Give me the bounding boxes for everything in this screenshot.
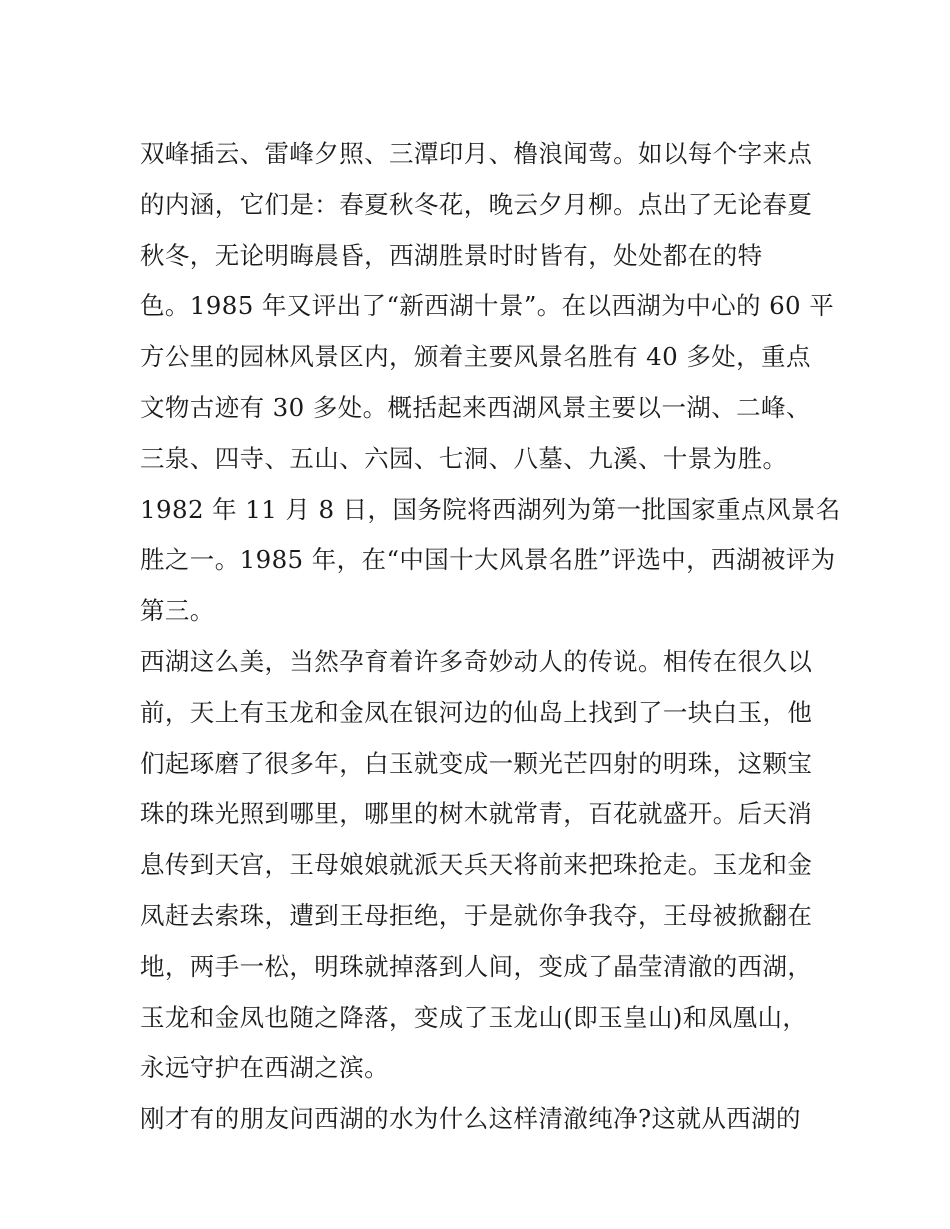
- text-line: 刚才有的朋友问西湖的水为什么这样清澈纯净?这就从西湖的: [140, 1104, 801, 1134]
- text-line: 三泉、四寺、五山、六园、七洞、八墓、九溪、十景为胜。: [140, 443, 788, 473]
- body-text: [140, 129, 841, 1145]
- text-line: 地，两手一松，明珠就掉落到人间，变成了晶莹清澈的西湖，: [140, 951, 813, 981]
- text-line: 第三。: [140, 596, 215, 626]
- text-line: 秋冬，无论明晦晨昏，西湖胜景时时皆有，处处都在的特: [140, 240, 763, 270]
- text-line: 方公里的园林风景区内，颁着主要风景名胜有 40 多处，重点: [140, 342, 811, 372]
- text-line: 永远守护在西湖之滨。: [140, 1053, 389, 1083]
- text-line: 1982 年 11 月 8 日，国务院将西湖列为第一批国家重点风景名: [140, 494, 841, 524]
- text-line: 珠的珠光照到哪里，哪里的树木就常青，百花就盛开。后天消: [140, 799, 813, 829]
- text-line: 胜之一。1985 年，在“中国十大风景名胜”评选中，西湖被评为: [140, 545, 836, 575]
- text-line: 息传到天宫，王母娘娘就派天兵天将前来把珠抢走。玉龙和金: [140, 850, 813, 880]
- text-line: 西湖这么美，当然孕育着许多奇妙动人的传说。相传在很久以: [140, 646, 813, 676]
- text-line: 色。1985 年又评出了“新西湖十景”。在以西湖为中心的 60 平: [140, 291, 835, 321]
- text-line: 文物古迹有 30 多处。概括起来西湖风景主要以一湖、二峰、: [140, 392, 811, 422]
- text-line: 的内涵，它们是：春夏秋冬花，晚云夕月柳。点出了无论春夏: [140, 189, 813, 219]
- text-line: 前，天上有玉龙和金凤在银河边的仙岛上找到了一块白玉，他: [140, 697, 813, 727]
- text-line: 玉龙和金凤也随之降落，变成了玉龙山(即玉皇山)和凤凰山，: [140, 1002, 808, 1032]
- text-line: 们起琢磨了很多年，白玉就变成一颗光芒四射的明珠，这颗宝: [140, 748, 813, 778]
- text-line: 双峰插云、雷峰夕照、三潭印月、橹浪闻莺。如以每个字来点: [140, 139, 813, 168]
- text-line: 凤赶去索珠，遭到王母拒绝，于是就你争我夺，王母被掀翻在: [140, 900, 813, 930]
